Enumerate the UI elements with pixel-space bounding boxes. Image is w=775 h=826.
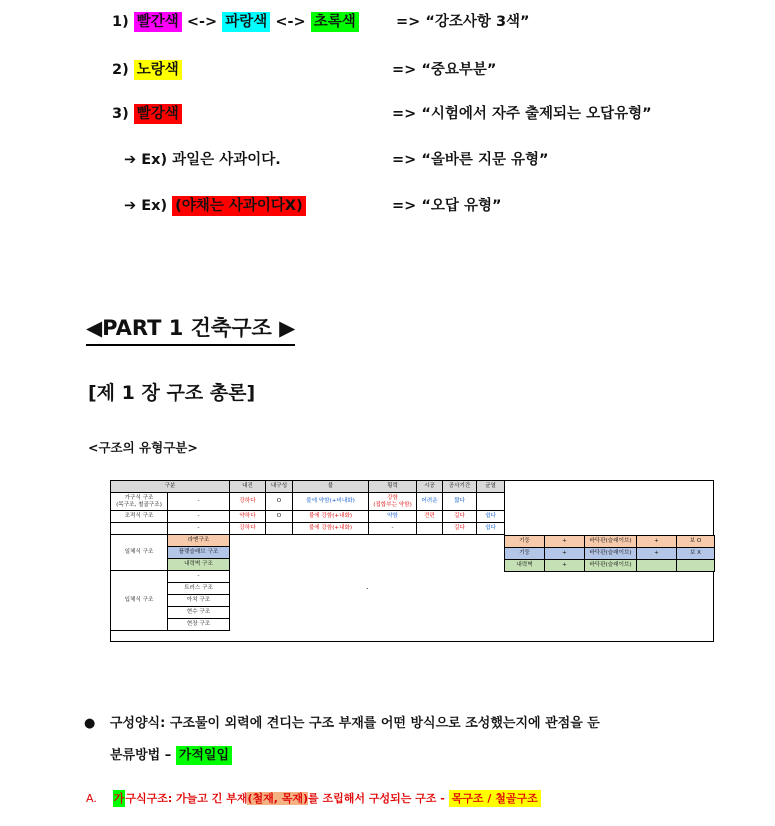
example-wrong: (야채는 사과이다X)	[172, 196, 306, 216]
table-row	[111, 571, 505, 583]
item-a	[86, 790, 541, 806]
row-label: 조적식 구조	[111, 511, 168, 523]
red-wrong-label: 빨강색	[134, 104, 182, 124]
cell: 쉽다	[477, 523, 505, 535]
cell	[677, 560, 715, 572]
cell: 불에 강함(+내화)	[293, 511, 369, 523]
cell: 기둥	[505, 536, 545, 548]
cell: +	[545, 548, 585, 560]
cell: -	[168, 571, 230, 583]
row-label	[111, 523, 168, 535]
cell: 길다	[443, 511, 477, 523]
row-label: 가구식 구조 (목구조, 철골구조)	[111, 493, 168, 511]
cell: O	[266, 511, 293, 523]
cell: 바닥판(슬래이브)	[585, 536, 637, 548]
cell: 내력벽 구조	[168, 559, 230, 571]
blank-cell	[230, 535, 505, 571]
blank-cell	[230, 571, 505, 631]
header-cell: 공사기간	[443, 481, 477, 493]
cell: +	[545, 560, 585, 572]
blue-color-label: 파랑색	[222, 12, 270, 32]
chapter-title: [제 1 장 구조 총론]	[88, 382, 256, 404]
legend-line-3	[112, 102, 182, 123]
cell: 기둥	[505, 548, 545, 560]
header-cell: 시공	[417, 481, 443, 493]
arrow-icon: ➔	[124, 152, 137, 168]
cell: 약하다	[230, 511, 266, 523]
section-subtitle: <구조의 유형구분>	[88, 440, 198, 455]
cell	[417, 523, 443, 535]
table-row	[505, 548, 715, 560]
cell: 강하다	[230, 523, 266, 535]
cell: 보 X	[677, 548, 715, 560]
header-cell: 내진	[230, 481, 266, 493]
legend-desc-1: => “강조사항 3색”	[396, 14, 530, 30]
cell: +	[545, 536, 585, 548]
example-prefix: Ex)	[141, 198, 168, 214]
assembly-structure-label: 입체식 구조	[111, 571, 168, 631]
table-row	[111, 511, 505, 523]
header-cell: 균열	[477, 481, 505, 493]
legend-number: 1)	[112, 14, 129, 30]
item-a-highlight: 가	[113, 792, 125, 805]
item-number: A.	[86, 792, 97, 805]
yellow-color-label: 노랑색	[134, 60, 182, 80]
cell: 쉽다	[477, 511, 505, 523]
cell: 플랫슬래브 구조	[168, 547, 230, 559]
cell: 내력벽	[505, 560, 545, 572]
table-row	[111, 523, 505, 535]
legend-line-1	[112, 10, 359, 31]
legend-line-4	[124, 148, 281, 169]
legend-line-2	[112, 58, 182, 79]
red-color-label: 빨간색	[134, 12, 182, 32]
cell: 약함	[369, 511, 417, 523]
bullet-line-2	[110, 744, 232, 763]
cell: O	[266, 493, 293, 511]
mnemonic-highlight: 가적일입	[176, 746, 232, 765]
header-cell: 불	[293, 481, 369, 493]
cell: +	[637, 536, 677, 548]
part-title: ◀PART 1 건축구조 ▶	[86, 312, 295, 346]
cell: 바닥판(슬래이브)	[585, 548, 637, 560]
structure-type-table	[110, 480, 505, 631]
cell: 보 O	[677, 536, 715, 548]
cell: 불에 강함(+내화)	[293, 523, 369, 535]
bullet-text: 구성양식: 구조물이 외력에 견디는 구조 부재를 어떤 방식으로 조성했는지에 관점을 둔	[109, 716, 600, 731]
cell: -	[168, 511, 230, 523]
side-formula-table	[504, 535, 715, 572]
wet-structure-label: 일체식 구조	[111, 535, 168, 571]
cell: 불에 약함(+비내화)	[293, 493, 369, 511]
cell: 길다	[443, 523, 477, 535]
cell: 라멘구조	[168, 535, 230, 547]
bullet-text-2: 분류방법 –	[110, 748, 172, 763]
cell: 짧다	[443, 493, 477, 511]
header-cell: 내구성	[266, 481, 293, 493]
cell	[637, 560, 677, 572]
cell: 바닥판(슬래이브)	[585, 560, 637, 572]
item-a-example: 목구조 / 철골구조	[449, 790, 541, 807]
legend-line-5	[124, 194, 306, 215]
legend-desc-4: => “올바른 지문 유형”	[392, 152, 549, 168]
dot-mark: .	[366, 582, 369, 591]
cell: -	[369, 523, 417, 535]
legend-desc-2: => “중요부분”	[392, 62, 497, 78]
item-a-text: 구식구조: 가늘고 긴 부재	[125, 792, 248, 805]
legend-desc-3: => “시험에서 자주 출제되는 오답유형”	[392, 106, 652, 122]
arrow-separator: <->	[186, 14, 218, 30]
cell: -	[168, 523, 230, 535]
header-cell: 구분	[111, 481, 230, 493]
table-row	[111, 535, 505, 547]
example-correct: Ex) 과일은 사과이다.	[141, 152, 281, 168]
cell: 현장 구조	[168, 619, 230, 631]
item-a-paren: (철재, 목재)	[247, 792, 309, 805]
cell: +	[637, 548, 677, 560]
table-row	[111, 493, 505, 511]
cell: -	[168, 493, 230, 511]
arrow-separator: <->	[275, 14, 306, 30]
table-row	[505, 560, 715, 572]
item-a-text-2: 를 조립해서 구성되는 구조 -	[308, 792, 445, 805]
legend-number: 2)	[112, 62, 129, 78]
cell: 어려운	[417, 493, 443, 511]
cell	[266, 523, 293, 535]
cell: 강함 (접합부는 약함)	[369, 493, 417, 511]
legend-number: 3)	[112, 106, 129, 122]
table-header-row	[111, 481, 505, 493]
bullet-line-1	[84, 712, 600, 731]
cell: 강하다	[230, 493, 266, 511]
cell: 아치 구조	[168, 595, 230, 607]
cell: 현수 구조	[168, 607, 230, 619]
green-color-label: 초록색	[311, 12, 359, 32]
cell	[477, 493, 505, 511]
cell: 견편	[417, 511, 443, 523]
header-cell: 횡력	[369, 481, 417, 493]
bullet-icon: ●	[84, 716, 96, 731]
cell: 트러스 구조	[168, 583, 230, 595]
table-row	[505, 536, 715, 548]
arrow-icon: ➔	[124, 198, 137, 214]
legend-desc-5: => “오답 유형”	[392, 198, 502, 214]
